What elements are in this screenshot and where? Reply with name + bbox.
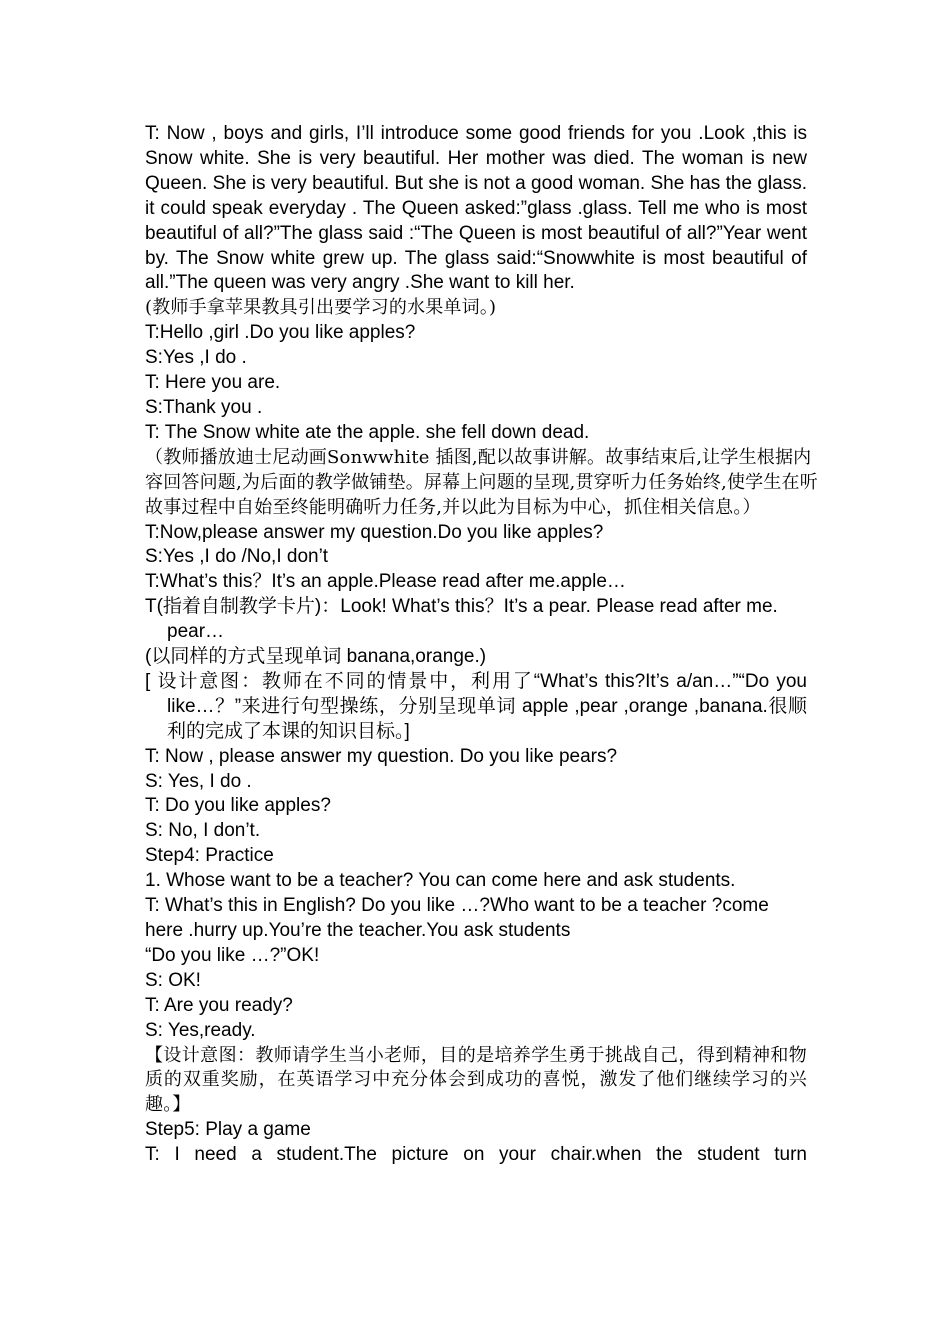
step-heading-game: Step5: Play a game	[145, 1119, 311, 1141]
dialogue-line-card: T(指着自制教学卡片)：Look! What’s this？It’s a pear. Please read after me. pear…	[145, 596, 778, 643]
note-other-words: (以同样的方式呈现单词 banana,orange.)	[145, 646, 487, 668]
note-teacher-apple: (教师手拿苹果教具引出要学习的水果单词。)	[145, 297, 497, 319]
dialogue-line: T: Do you like apples?	[145, 795, 331, 817]
dialogue-line: “Do you like …?”OK!	[145, 944, 320, 966]
dialogue-line: S: OK!	[145, 969, 201, 991]
dialogue-line: S:Yes ,I do /No,I don’t	[145, 546, 329, 568]
dialogue-line: T: What’s this in English? Do you like …?Who want to be a teacher ?come here .hurry up.You’re the teacher.You ask students	[145, 895, 769, 941]
dialogue-line: T: I need a student.The picture on your chair.when the student turn	[145, 1144, 807, 1166]
dialogue-line: S:Yes ,I do .	[145, 347, 247, 369]
dialogue-line: T:What’s this？It’s an apple.Please read after me.apple…	[145, 571, 626, 593]
numbered-item: 1. Whose want to be a teacher? You can come here and ask students.	[145, 870, 736, 892]
dialogue-line: S:Thank you .	[145, 396, 263, 418]
dialogue-line: T:Hello ,girl .Do you like apples?	[145, 322, 416, 344]
dialogue-line: T: Here you are.	[145, 372, 281, 394]
dialogue-line: T:Now,please answer my question.Do you like apples?	[145, 521, 604, 543]
dialogue-line: S: Yes, I do .	[145, 770, 252, 792]
dialogue-line: T: The Snow white ate the apple. she fell down dead.	[145, 421, 590, 443]
design-intent-note: [ 设计意图：教师在不同的情景中，利用了“What’s this?It’s a/an…”“Do you like…？”来进行句型操练，分别呈现单词 apple ,pear ,orange ,banana.很顺利的完成了本课的知识目标。]	[145, 670, 807, 742]
dialogue-line: T: Are you ready?	[145, 994, 293, 1016]
dialogue-line: T: Now , please answer my question. Do you like pears?	[145, 745, 618, 767]
step-heading-practice: Step4: Practice	[145, 845, 274, 867]
story-paragraph: T: Now , boys and girls, I’ll introduce some good friends for you .Look ,this is Snow white. She is very beautiful. Her mother was died. The woman is new Queen. She is very beautiful. But she is not a good woman. She has the glass. it could speak everyday . The Queen asked:”glass .glass. Tell me who is most beautiful of all?”The glass said :“The Queen is most beautiful of all?”Year went by. The Snow white grew up. The glass said:“Snowwhite is most beautiful of all.”The queen was very angry .She want to kill her.	[145, 123, 807, 294]
note-animation: （教师播放迪士尼动画Sonwwhite 插图,配以故事讲解。故事结束后,让学生根据内容回答问题,为后面的教学做铺垫。屏幕上问题的呈现,贯穿听力任务始终,使学生在听故事过程中自始至终能明确听力任务,并以此为目标为中心，抓住相关信息。）	[145, 446, 818, 518]
dialogue-line: S: Yes,ready.	[145, 1019, 256, 1041]
document-body	[145, 122, 818, 1168]
dialogue-line: S: No, I don’t.	[145, 820, 261, 842]
design-intent-note-2: 【设计意图：教师请学生当小老师，目的是培养学生勇于挑战自己，得到精神和物质的双重奖励，在英语学习中充分体会到成功的喜悦，激发了他们继续学习的兴趣。】	[145, 1044, 807, 1116]
